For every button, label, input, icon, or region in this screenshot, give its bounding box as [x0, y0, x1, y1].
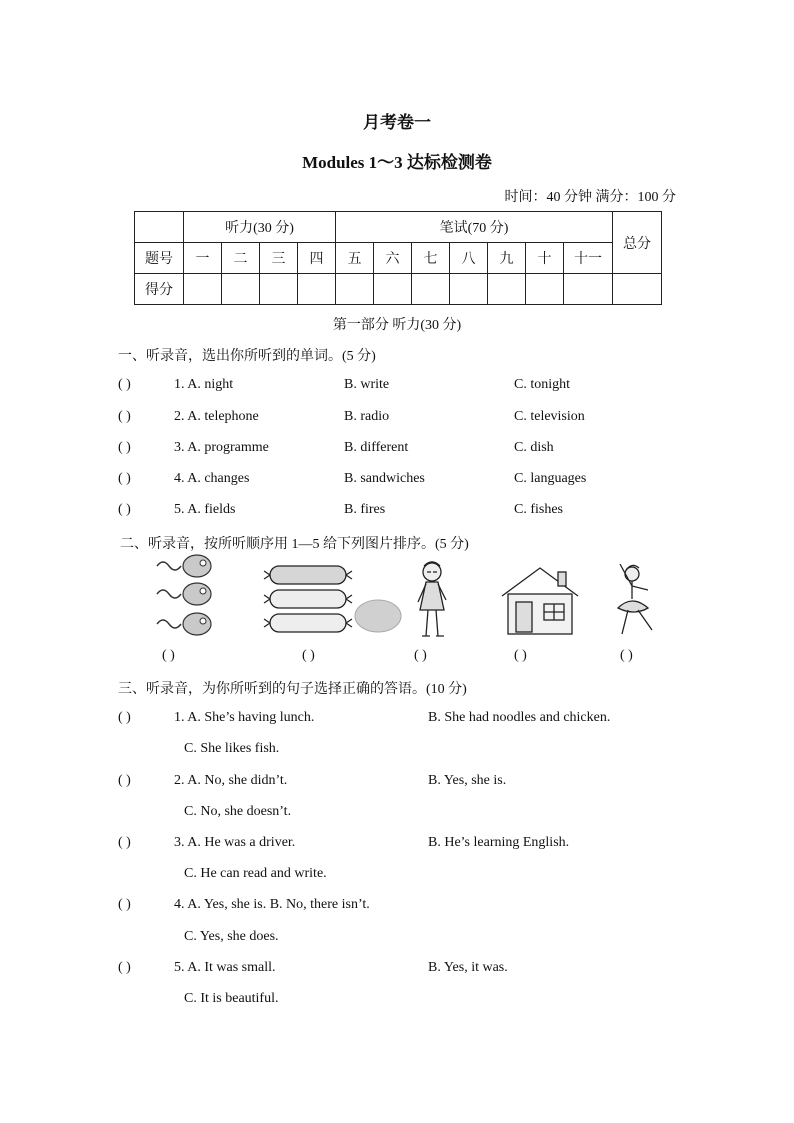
answer-blank[interactable]: ( )	[118, 710, 131, 725]
table-number-cell: 六	[374, 243, 412, 274]
row-label-number: 题号	[135, 243, 184, 274]
table-number-cell: 十	[526, 243, 564, 274]
total-label: 总分	[613, 212, 662, 274]
score-cell[interactable]	[412, 274, 450, 305]
score-cell[interactable]	[526, 274, 564, 305]
score-cell[interactable]	[222, 274, 260, 305]
man-picture	[412, 560, 452, 640]
answer-blank[interactable]: ( )	[118, 835, 131, 850]
option-c: C. She likes fish.	[184, 741, 280, 756]
time-info: 时间：40 分钟 满分：100 分	[504, 190, 676, 205]
sausages-picture	[262, 560, 408, 640]
tadpoles-picture	[155, 552, 215, 640]
table-number-cell: 七	[412, 243, 450, 274]
score-cell[interactable]	[184, 274, 222, 305]
option-b: B. radio	[344, 409, 390, 424]
part1-title: 第一部分 听力(30 分)	[332, 318, 462, 333]
writing-header: 笔试(70 分)	[336, 212, 613, 243]
table-number-cell: 九	[488, 243, 526, 274]
answer-blank[interactable]: ( )	[118, 502, 131, 517]
answer-blank[interactable]: ( )	[118, 440, 131, 455]
option-c: C. tonight	[514, 377, 571, 392]
score-cell[interactable]	[488, 274, 526, 305]
score-cell[interactable]	[374, 274, 412, 305]
answer-blank[interactable]: ( )	[118, 409, 131, 424]
option-a: 5. A. fields	[174, 502, 236, 517]
option-b: B. sandwiches	[344, 471, 425, 486]
table-number-cell: 二	[222, 243, 260, 274]
answer-blank[interactable]: ( )	[118, 960, 131, 975]
option-c: C. Yes, she does.	[184, 929, 279, 944]
option-a: 4. A. Yes, she is. B. No, there isn’t.	[174, 897, 370, 912]
section2-heading: 二、听录音，按所听顺序用 1—5 给下列图片排序。(5 分)	[120, 537, 469, 552]
picture-answer-blank[interactable]: ( )	[414, 648, 427, 663]
option-b: B. write	[344, 377, 390, 392]
option-a: 1. A. night	[174, 377, 234, 392]
option-a: 2. A. telephone	[174, 409, 259, 424]
option-b: B. Yes, it was.	[428, 960, 508, 975]
option-b: B. fires	[344, 502, 386, 517]
answer-blank[interactable]: ( )	[118, 471, 131, 486]
option-c: C. languages	[514, 471, 587, 486]
option-c: C. No, she doesn’t.	[184, 804, 292, 819]
option-c: C. television	[514, 409, 585, 424]
listening-header: 听力(30 分)	[184, 212, 336, 243]
option-c: C. dish	[514, 440, 554, 455]
table-number-cell: 十一	[564, 243, 613, 274]
score-table	[134, 211, 662, 305]
table-number-cell: 三	[260, 243, 298, 274]
row-label-score: 得分	[135, 274, 184, 305]
answer-blank[interactable]: ( )	[118, 897, 131, 912]
option-a: 3. A. programme	[174, 440, 269, 455]
option-a: 4. A. changes	[174, 471, 250, 486]
table-number-cell: 一	[184, 243, 222, 274]
score-cell[interactable]	[298, 274, 336, 305]
picture-answer-blank[interactable]: ( )	[620, 648, 633, 663]
score-cell[interactable]	[336, 274, 374, 305]
table-number-cell: 四	[298, 243, 336, 274]
picture-answer-blank[interactable]: ( )	[162, 648, 175, 663]
score-cell[interactable]	[260, 274, 298, 305]
total-score-cell[interactable]	[613, 274, 662, 305]
section1-heading: 一、听录音，选出你所听到的单词。(5 分)	[118, 349, 376, 364]
page-title: 月考卷一	[363, 113, 431, 132]
score-cell[interactable]	[564, 274, 613, 305]
option-a: 3. A. He was a driver.	[174, 835, 296, 850]
answer-blank[interactable]: ( )	[118, 773, 131, 788]
score-cell[interactable]	[450, 274, 488, 305]
table-number-cell: 八	[450, 243, 488, 274]
option-a: 1. A. She’s having lunch.	[174, 710, 315, 725]
section3-heading: 三、听录音，为你所听到的句子选择正确的答语。(10 分)	[118, 682, 467, 697]
option-b: B. He’s learning English.	[428, 835, 570, 850]
option-a: 2. A. No, she didn’t.	[174, 773, 288, 788]
picture-answer-blank[interactable]: ( )	[514, 648, 527, 663]
table-number-cell: 五	[336, 243, 374, 274]
option-b: B. Yes, she is.	[428, 773, 507, 788]
score-table-corner	[135, 212, 184, 243]
option-c: C. fishes	[514, 502, 563, 517]
option-b: B. different	[344, 440, 409, 455]
option-c: C. He can read and write.	[184, 866, 327, 881]
dancing-girl-picture	[610, 558, 672, 638]
house-picture	[500, 566, 580, 636]
option-b: B. She had noodles and chicken.	[428, 710, 611, 725]
answer-blank[interactable]: ( )	[118, 377, 131, 392]
option-a: 5. A. It was small.	[174, 960, 276, 975]
option-c: C. It is beautiful.	[184, 991, 279, 1006]
page-subtitle: Modules 1～3 达标检测卷	[302, 153, 492, 172]
picture-answer-blank[interactable]: ( )	[302, 648, 315, 663]
